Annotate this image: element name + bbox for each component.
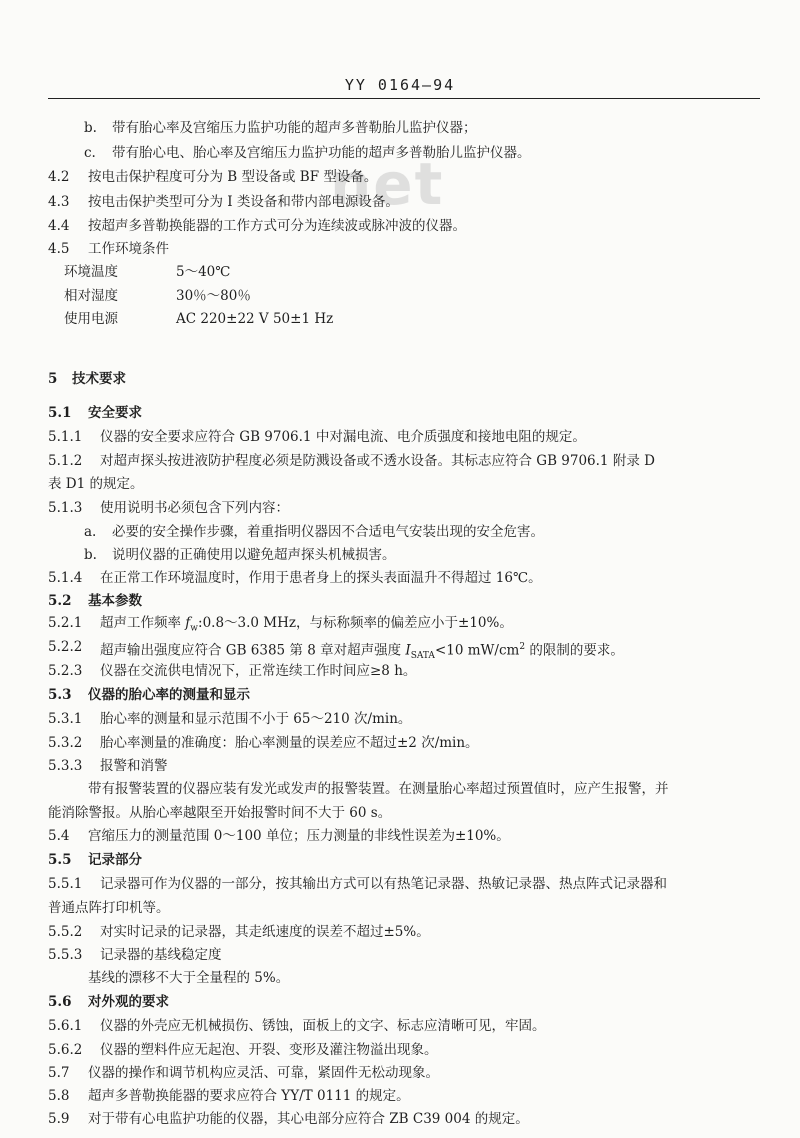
env-value: 30％～80％ [176, 288, 251, 304]
clause-5-6-2 [0, 1038, 800, 1063]
text-part: 超声输出强度应符合 GB 6385 第 8 章对超声强度 [100, 642, 406, 659]
section-number: 5 [48, 371, 58, 387]
clause-5-1-4 [0, 566, 800, 591]
clause-text: 仪器的安全要求应符合 GB 9706.1 中对漏电流、电介质强度和接地电阻的规定。 [100, 429, 586, 445]
clause-text: 仪器的塑料件应无起泡、开裂、变形及灌注物溢出现象。 [100, 1042, 438, 1058]
clause-number: 5.3.2 [48, 735, 83, 751]
item-text: 必要的安全操作步骤，着重指明仪器因不合适电气安装出现的安全危害。 [112, 524, 544, 540]
clause-text: 对外观的要求 [88, 994, 169, 1010]
clause-number: 5.9 [48, 1111, 70, 1127]
clause-5-5-2 [0, 920, 800, 945]
clause-number: 5.5.3 [48, 947, 83, 963]
env-label: 环境温度 [64, 264, 118, 280]
clause-text: 仪器的外壳应无机械损伤、锈蚀，面板上的文字、标志应清晰可见，牢固。 [100, 1018, 546, 1034]
clause-number: 5.3.3 [48, 758, 83, 774]
clause-text: 基本参数 [88, 593, 142, 609]
clause-number: 5.5 [48, 852, 72, 868]
item-label: b. [84, 547, 97, 563]
item-label: b. [84, 120, 97, 136]
clause-number: 5.2 [48, 593, 72, 609]
list-item-a [0, 520, 800, 545]
text-part: :0.8～3.0 MHz，与标称频率的偏差应小于±10%。 [198, 615, 513, 631]
clause-5-3 [0, 683, 800, 708]
paragraph-line [0, 966, 800, 991]
clause-5-5-1 [0, 872, 800, 897]
intensity-symbol: I [405, 642, 411, 659]
list-item-c [0, 141, 800, 166]
clause-number: 5.1.2 [48, 453, 83, 469]
env-row [0, 284, 800, 309]
clause-text: 宫缩压力的测量范围 0～100 单位；压力测量的非线性误差为±10%。 [88, 828, 510, 844]
unit-superscript: 2 [519, 642, 526, 652]
paragraph-line [0, 801, 800, 826]
clause-number: 5.1.1 [48, 429, 83, 445]
section-title: 技术要求 [72, 371, 126, 387]
paragraph-text: 基线的漂移不大于全量程的 5%。 [88, 970, 290, 986]
item-label: c. [84, 145, 96, 161]
clause-4-3 [0, 190, 800, 215]
clause-text: 胎心率测量的准确度：胎心率测量的误差应不超过±2 次/min。 [100, 735, 479, 751]
section-5-heading [0, 367, 800, 392]
clause-text: 超声多普勒换能器的要求应符合 YY/T 0111 的规定。 [88, 1088, 410, 1104]
frequency-symbol: f [185, 615, 191, 631]
clause-5-3-1 [0, 707, 800, 732]
env-row [0, 260, 800, 285]
clause-number: 5.6.1 [48, 1018, 83, 1034]
text-part: 的限制的要求。 [525, 642, 624, 659]
clause-text: 对超声探头按进液防护程度必须是防溅设备或不透水设备。其标志应符合 GB 9706.1 附录 D [100, 453, 655, 469]
clause-text: 工作环境条件 [88, 241, 169, 257]
clause-number: 5.1.4 [48, 570, 83, 586]
clause-text: 对实时记录的记录器，其走纸速度的误差不超过±5%。 [100, 924, 430, 940]
clause-number: 5.6 [48, 994, 72, 1010]
clause-number: 5.7 [48, 1065, 70, 1081]
clause-text: 表 D1 的规定。 [48, 476, 144, 492]
watermark: net [330, 150, 445, 218]
item-label: a. [84, 524, 97, 540]
clause-text: 对于带有心电监护功能的仪器，其心电部分应符合 ZB C39 004 的规定。 [88, 1111, 529, 1127]
clause-5-5-3 [0, 943, 800, 968]
clause-text: 仪器的胎心率的测量和显示 [88, 687, 250, 703]
clause-number: 5.2.1 [48, 615, 83, 631]
clause-number: 5.1.3 [48, 500, 83, 516]
clause-5-4 [0, 824, 800, 849]
clause-number: 4.3 [48, 194, 70, 210]
clause-5-2-3 [0, 659, 800, 684]
clause-5-1-1 [0, 425, 800, 450]
clause-text: 按超声多普勒换能器的工作方式可分为连续波或脉冲波的仪器。 [88, 218, 466, 234]
list-item-b2 [0, 543, 800, 568]
clause-5-1-2-continued [0, 472, 800, 497]
clause-text: 仪器的操作和调节机构应灵活、可靠，紧固件无松动现象。 [88, 1065, 439, 1081]
clause-number: 4.2 [48, 169, 70, 185]
clause-text: 记录器可作为仪器的一部分，按其输出方式可以有热笔记录器、热敏记录器、热点阵式记录器和 [100, 876, 667, 892]
clause-5-9 [0, 1107, 800, 1132]
clause-number: 5.3 [48, 687, 72, 703]
clause-text: 按电击保护程度可分为 B 型设备或 BF 型设备。 [88, 169, 378, 185]
standard-code-header: YY 0164—94 [344, 76, 456, 94]
clause-5-3-3 [0, 754, 800, 779]
clause-text: 按电击保护类型可分为 I 类设备和带内部电源设备。 [88, 194, 399, 210]
text-part: 超声工作频率 [100, 615, 186, 631]
clause-5-5 [0, 848, 800, 873]
clause-5-2-1 [0, 611, 800, 636]
env-label: 使用电源 [64, 311, 118, 327]
clause-number: 4.4 [48, 218, 70, 234]
clause-text: 仪器在交流供电情况下，正常连续工作时间应≥8 h。 [100, 663, 417, 679]
clause-5-6-1 [0, 1014, 800, 1039]
item-text: 说明仪器的正确使用以避免超声探头机械损害。 [112, 547, 396, 563]
clause-4-5 [0, 237, 800, 262]
clause-5-1-3 [0, 496, 800, 521]
clause-text: 胎心率的测量和显示范围不小于 65～210 次/min。 [100, 711, 412, 727]
text-part: <10 mW/cm [434, 642, 520, 659]
clause-5-1 [0, 401, 800, 426]
clause-4-2 [0, 165, 800, 190]
clause-number: 4.5 [48, 241, 70, 257]
clause-5-2-2 [0, 635, 800, 660]
clause-text: 普通点阵打印机等。 [48, 900, 170, 916]
clause-4-4 [0, 214, 800, 239]
clause-5-7 [0, 1061, 800, 1086]
symbol-subscript: SATA [410, 651, 435, 662]
clause-5-6 [0, 990, 800, 1015]
clause-number: 5.4 [48, 828, 70, 844]
clause-number: 5.2.3 [48, 663, 83, 679]
symbol-subscript: w [190, 623, 199, 634]
header-rule [48, 98, 760, 99]
clause-number: 5.5.2 [48, 924, 83, 940]
clause-5-1-2 [0, 449, 800, 474]
clause-text: 报警和消警 [100, 758, 168, 774]
item-text: 带有胎心电、胎心率及宫缩压力监护功能的超声多普勒胎儿监护仪器。 [112, 145, 531, 161]
clause-number: 5.5.1 [48, 876, 83, 892]
clause-5-5-1-continued [0, 896, 800, 921]
clause-text: 在正常工作环境温度时，作用于患者身上的探头表面温升不得超过 16℃。 [100, 570, 542, 586]
clause-text: 记录部分 [88, 852, 142, 868]
clause-text: 记录器的基线稳定度 [100, 947, 222, 963]
clause-number: 5.6.2 [48, 1042, 83, 1058]
item-text: 带有胎心率及宫缩压力监护功能的超声多普勒胎儿监护仪器； [112, 120, 477, 136]
clause-text: 安全要求 [88, 405, 142, 421]
clause-number: 5.2.2 [48, 639, 83, 655]
list-item-b [0, 116, 800, 141]
clause-5-8 [0, 1084, 800, 1109]
env-value: 5～40℃ [176, 264, 231, 280]
env-value: AC 220±22 V 50±1 Hz [176, 311, 334, 327]
clause-number: 5.1 [48, 405, 72, 421]
paragraph-text: 带有报警装置的仪器应装有发光或发声的报警装置。在测量胎心率超过预置值时，应产生报警，并 [88, 781, 669, 797]
clause-number: 5.3.1 [48, 711, 83, 727]
env-label: 相对湿度 [64, 288, 118, 304]
clause-number: 5.8 [48, 1088, 70, 1104]
clause-5-3-2 [0, 731, 800, 756]
clause-text: 使用说明书必须包含下列内容： [100, 500, 289, 516]
paragraph-line [0, 777, 800, 802]
paragraph-text: 能消除警报。从胎心率越限至开始报警时间不大于 60 s。 [48, 805, 392, 821]
env-row [0, 307, 800, 332]
